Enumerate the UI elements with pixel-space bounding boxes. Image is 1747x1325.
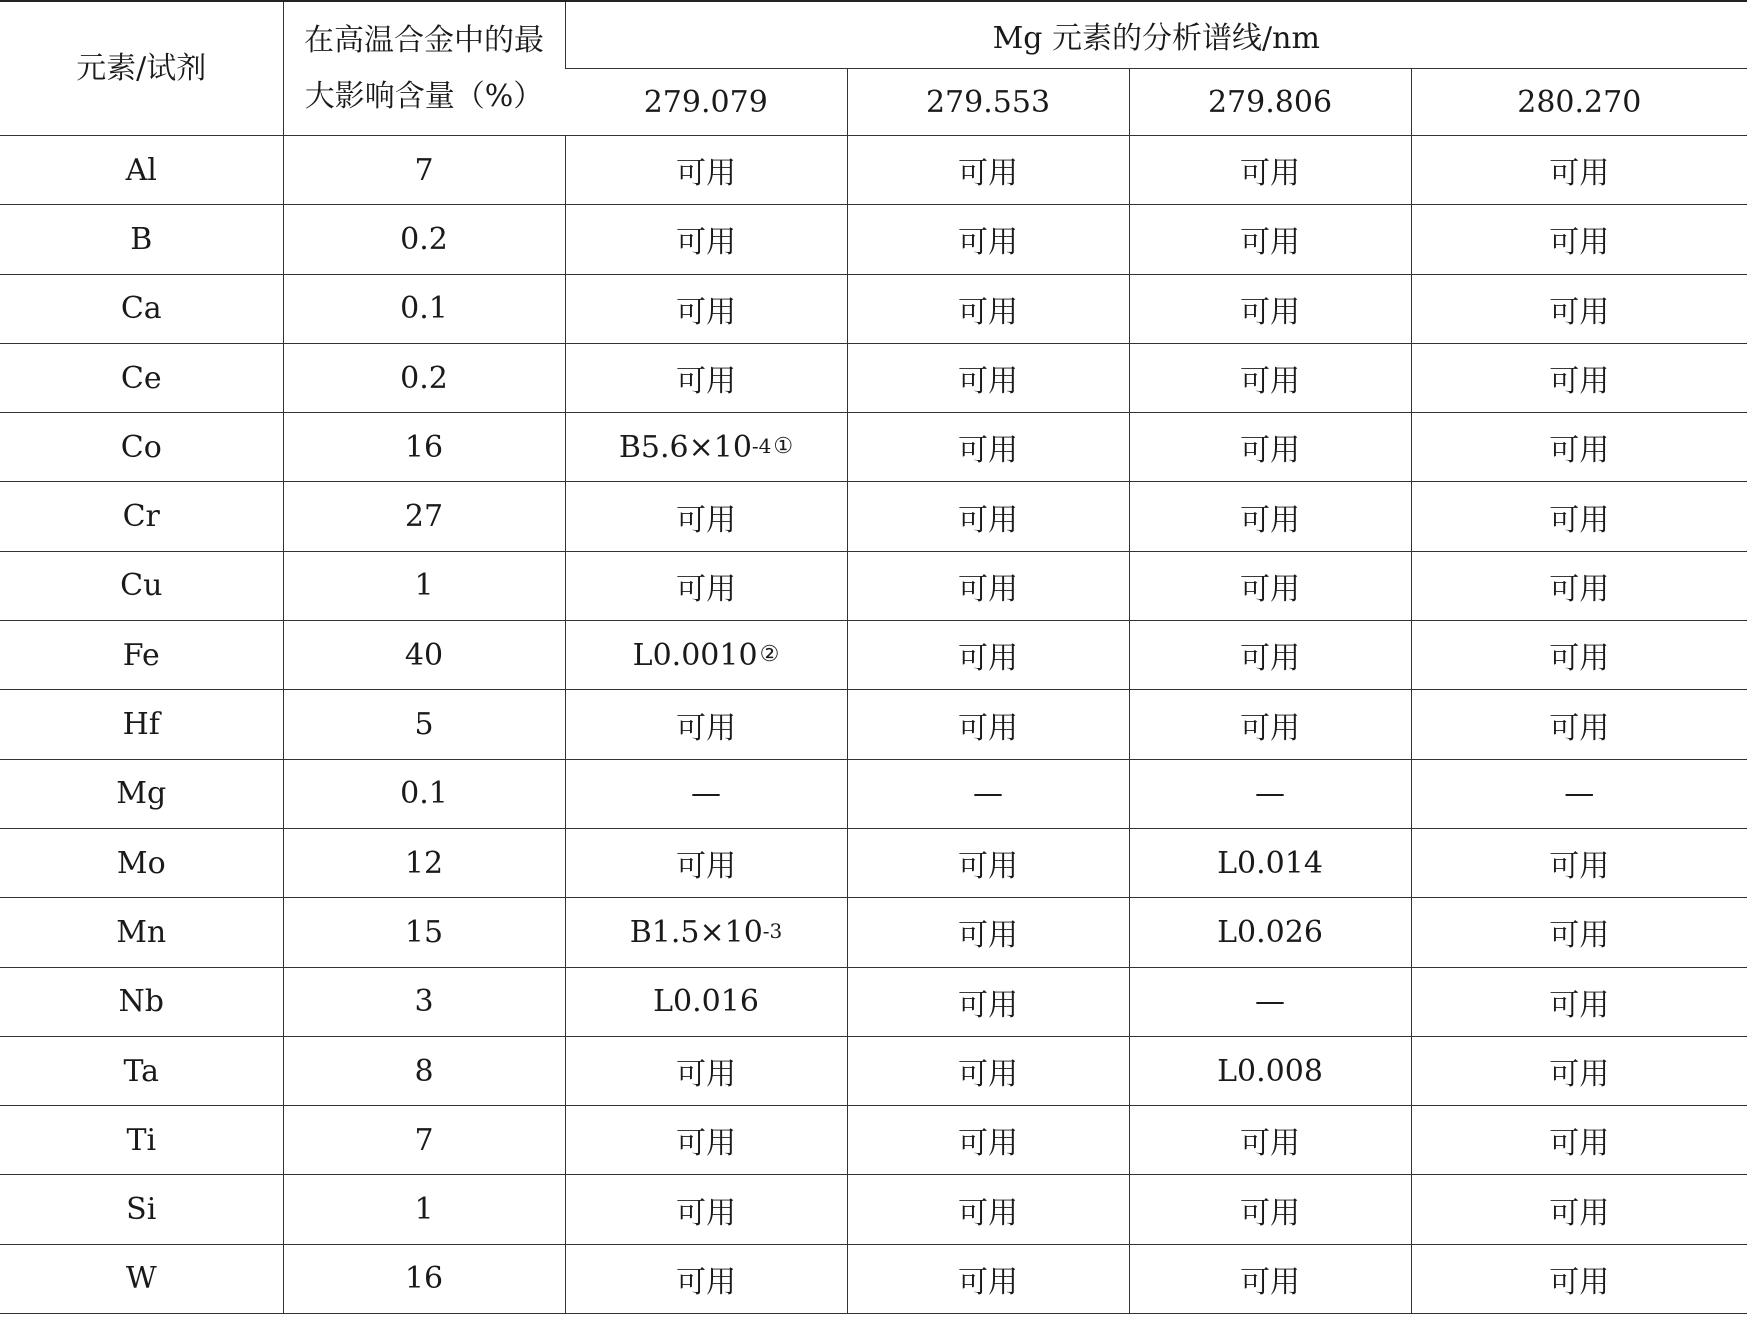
line-result-cell [565,759,847,828]
line-result-cell [1411,1106,1747,1175]
line-result-cell-text: L0.026 [1217,914,1323,950]
line-result-cell-text: 可用 [676,1264,736,1300]
line-result-cell [565,1036,847,1105]
line-result-cell-text: 可用 [1240,294,1300,330]
line-result-cell-text: 可用 [958,571,1018,607]
line-result-cell [847,205,1129,274]
line-result-cell [1129,898,1411,967]
exponent: -3 [762,918,783,943]
max-content-cell-text: 7 [414,1122,434,1158]
analysis-lines-group-header: Mg 元素的分析谱线/nm [565,1,1747,69]
max-content-cell [283,1106,565,1175]
line-result-cell-text: 可用 [958,849,1018,885]
max-content-cell-text: 5 [414,707,434,743]
line-result-cell [565,482,847,551]
max-content-header-line-1: 在高温合金中的最 [304,23,544,58]
max-content-cell [283,482,565,551]
line-result-cell [1411,551,1747,620]
element-cell [0,1175,283,1244]
element-cell-text: Ti [126,1122,157,1158]
table-row [0,621,1747,690]
max-content-cell-text: 7 [414,152,434,188]
line-result-cell [847,759,1129,828]
line-result-cell [847,1175,1129,1244]
line-result-cell-text: 可用 [958,433,1018,469]
line-result-cell-text: 可用 [1549,502,1610,538]
line-result-cell-text: 可用 [958,987,1018,1023]
line-result-cell [1129,413,1411,482]
line-result-cell [1129,621,1411,690]
line-result-cell [847,621,1129,690]
max-content-cell-text: 8 [414,1053,434,1089]
table-row [0,205,1747,274]
line-result-cell [847,967,1129,1036]
line-result-cell-text: 可用 [1549,849,1610,885]
element-cell [0,759,283,828]
wavelength-header: 279.079 [565,69,847,136]
element-cell [0,828,283,897]
line-result-cell-text: 可用 [958,502,1018,538]
table-row [0,1175,1747,1244]
line-result-cell [1129,1106,1411,1175]
element-cell [0,1036,283,1105]
line-result-cell-text: — [1564,776,1595,812]
line-result-cell-text: 可用 [1240,433,1300,469]
line-result-cell-text: 可用 [1240,502,1300,538]
line-result-cell-text: 可用 [958,710,1018,746]
line-result-cell-text: L0.0010 [632,637,758,673]
element-cell-text: Si [126,1192,157,1228]
line-result-cell [847,1244,1129,1313]
line-result-cell-text: 可用 [958,156,1018,192]
line-result-cell-text: 可用 [1240,1126,1300,1162]
line-result-cell [565,343,847,412]
line-result-cell-text: 可用 [958,1057,1018,1092]
line-result-cell [1129,690,1411,759]
line-result-cell [565,274,847,343]
line-result-cell [1129,274,1411,343]
line-result-cell-text: — [973,776,1003,812]
wavelength-header: 280.270 [1411,69,1747,136]
table-row [0,136,1747,205]
element-cell-text: Mn [116,914,167,950]
line-result-cell-text: L0.014 [1217,845,1323,881]
wavelength-header: 279.806 [1129,69,1411,136]
line-result-cell [565,136,847,205]
element-cell [0,413,283,482]
line-result-cell-text: L0.008 [1217,1053,1323,1089]
line-result-cell-text: 可用 [1549,1126,1610,1162]
max-content-cell-text: 16 [404,429,444,465]
line-result-cell-text: 可用 [1549,225,1610,261]
line-result-cell-text: 可用 [958,1126,1018,1162]
max-content-cell [283,621,565,690]
line-result-cell-text: 可用 [1549,987,1610,1023]
max-content-cell [283,1244,565,1313]
table-row [0,551,1747,620]
element-cell [0,1106,283,1175]
element-cell-text: Cr [122,499,160,535]
line-result-cell [1411,482,1747,551]
element-cell-text: Fe [122,637,160,673]
line-result-cell [1411,1175,1747,1244]
max-content-cell [283,274,565,343]
line-result-cell-text: 可用 [1240,1264,1300,1300]
max-content-cell-text: 40 [404,637,444,673]
line-result-cell [1129,1244,1411,1313]
element-cell [0,551,283,620]
line-result-cell-text: 可用 [676,364,736,400]
line-result-cell [1411,413,1747,482]
max-content-header-line-2: 大影响含量（%） [304,78,544,114]
element-cell [0,205,283,274]
line-result-cell [847,274,1129,343]
line-result-cell-text: 可用 [958,1195,1018,1231]
line-result-cell-text: 可用 [1549,364,1610,400]
line-result-cell [565,205,847,274]
element-cell [0,343,283,412]
table-row [0,967,1747,1036]
line-result-cell-text: 可用 [1549,294,1610,330]
line-result-cell [1411,1244,1747,1313]
line-result-cell-text: 可用 [676,502,736,538]
max-content-cell-text: 27 [404,499,444,535]
line-result-cell-text: L0.016 [653,984,759,1020]
max-content-cell [283,343,565,412]
max-content-cell-text: 0.2 [400,360,448,396]
max-content-cell-text: 1 [414,568,434,604]
line-result-cell [1411,205,1747,274]
line-result-cell [847,898,1129,967]
max-content-cell-text: 0.1 [400,776,448,812]
line-result-cell-text: — [691,776,721,812]
line-result-cell-text: 可用 [1549,918,1610,954]
element-cell-text: Mg [116,776,167,812]
footnote-marker: ② [759,641,780,667]
line-result-cell [1129,967,1411,1036]
max-content-cell [283,136,565,205]
line-result-cell [1129,1036,1411,1105]
line-result-cell-text: 可用 [1240,710,1300,746]
line-result-cell-text: 可用 [1240,641,1300,677]
element-cell-text: Ce [120,360,162,396]
max-content-cell-text: 12 [404,845,444,881]
exponent: -4 [751,433,772,458]
max-content-cell-text: 0.1 [400,291,448,327]
max-content-cell-text: 16 [404,1261,444,1297]
table-row [0,759,1747,828]
element-cell [0,621,283,690]
line-result-cell-text: 可用 [1549,710,1610,746]
line-result-cell-text: 可用 [1549,1057,1610,1092]
element-cell-text: Ta [123,1053,160,1089]
line-result-cell-text: 可用 [958,918,1018,954]
max-content-cell [283,967,565,1036]
element-cell-text: Co [120,429,162,465]
line-result-cell-text: 可用 [1549,1264,1610,1300]
line-result-cell [565,1106,847,1175]
line-result-cell [565,967,847,1036]
line-result-cell-text: B5.6×10 [618,429,752,465]
element-cell [0,967,283,1036]
line-result-cell-text: 可用 [1549,571,1610,607]
line-result-cell-text: 可用 [1240,225,1300,261]
line-result-cell [847,343,1129,412]
line-result-cell [1411,136,1747,205]
line-result-cell-text: 可用 [958,364,1018,400]
line-result-cell-text: — [1255,776,1285,812]
header-row [0,1,1747,69]
line-result-cell-text: 可用 [1240,364,1300,400]
line-result-cell-text: 可用 [676,1195,736,1231]
line-result-cell [565,828,847,897]
element-column-header: 元素/试剂 [0,1,283,136]
line-result-cell [1411,690,1747,759]
table-row [0,482,1747,551]
table-row [0,1244,1747,1313]
line-result-cell-text: 可用 [1549,433,1610,469]
line-result-cell-text: — [1255,984,1285,1020]
line-result-cell [1411,967,1747,1036]
max-content-cell-text: 0.2 [400,221,448,257]
line-result-cell-text: 可用 [676,571,736,607]
element-cell-text: B [130,221,153,257]
max-content-cell [283,1036,565,1105]
element-cell [0,274,283,343]
max-content-column-header [283,1,565,136]
element-cell-text: Hf [122,707,160,743]
line-result-cell-text: 可用 [958,641,1018,677]
max-content-cell-text: 15 [404,914,444,950]
line-result-cell-text: 可用 [676,710,736,746]
line-result-cell [847,1106,1129,1175]
line-result-cell [1411,828,1747,897]
element-cell-text: Nb [118,984,164,1020]
max-content-cell [283,690,565,759]
line-result-cell [565,551,847,620]
line-result-cell [1411,898,1747,967]
table-row [0,1106,1747,1175]
line-result-cell-text: 可用 [1240,571,1300,607]
line-result-cell [1129,136,1411,205]
line-result-cell-text: 可用 [958,294,1018,330]
line-result-cell [847,828,1129,897]
element-cell [0,136,283,205]
line-result-cell-text: 可用 [676,1126,736,1162]
line-result-cell [565,621,847,690]
max-content-cell [283,551,565,620]
line-result-cell [565,1175,847,1244]
table-row [0,1036,1747,1105]
line-result-cell [565,690,847,759]
line-result-cell-text: 可用 [1549,641,1610,677]
line-result-cell [565,898,847,967]
line-result-cell-text: 可用 [676,294,736,330]
line-result-cell [1411,1036,1747,1105]
line-result-cell [847,690,1129,759]
footnote-marker: ① [773,433,794,459]
line-result-cell [1411,759,1747,828]
line-result-cell [1129,759,1411,828]
element-cell-text: Cu [120,568,163,604]
element-cell [0,1244,283,1313]
line-result-cell [847,482,1129,551]
table-row [0,690,1747,759]
table-row [0,274,1747,343]
line-result-cell-text: B1.5×10 [629,914,763,950]
line-result-cell [847,1036,1129,1105]
table-row [0,898,1747,967]
element-cell-text: Ca [120,291,162,327]
line-result-cell-text: 可用 [676,225,736,261]
max-content-cell [283,1175,565,1244]
max-content-cell [283,898,565,967]
max-content-cell [283,759,565,828]
line-result-cell [1411,343,1747,412]
line-result-cell-text: 可用 [676,849,736,885]
element-cell [0,898,283,967]
line-result-cell-text: 可用 [676,1057,736,1092]
table-row [0,413,1747,482]
max-content-cell-text: 3 [414,984,434,1020]
line-result-cell-text: 可用 [1240,1195,1300,1231]
line-result-cell [847,413,1129,482]
line-result-cell [565,413,847,482]
line-result-cell-text: 可用 [958,1264,1018,1300]
element-cell-text: W [125,1261,157,1297]
wavelength-header: 279.553 [847,69,1129,136]
line-result-cell [1129,551,1411,620]
element-cell-text: Mo [116,845,166,881]
line-result-cell [1411,274,1747,343]
line-result-cell [565,1244,847,1313]
max-content-cell [283,413,565,482]
element-cell [0,690,283,759]
line-result-cell-text: 可用 [676,156,736,192]
line-result-cell-text: 可用 [1549,156,1610,192]
line-result-cell [1411,621,1747,690]
line-result-cell [847,136,1129,205]
line-result-cell [1129,343,1411,412]
element-cell-text: Al [125,152,157,188]
line-result-cell [847,551,1129,620]
max-content-cell [283,828,565,897]
table-row [0,343,1747,412]
line-result-cell [1129,1175,1411,1244]
max-content-cell [283,205,565,274]
line-result-cell [1129,828,1411,897]
line-result-cell-text: 可用 [958,225,1018,261]
line-result-cell [1129,482,1411,551]
line-result-cell-text: 可用 [1549,1195,1610,1231]
element-cell [0,482,283,551]
table-row [0,828,1747,897]
line-result-cell [1129,205,1411,274]
line-result-cell-text: 可用 [1240,156,1300,192]
max-content-cell-text: 1 [414,1192,434,1228]
